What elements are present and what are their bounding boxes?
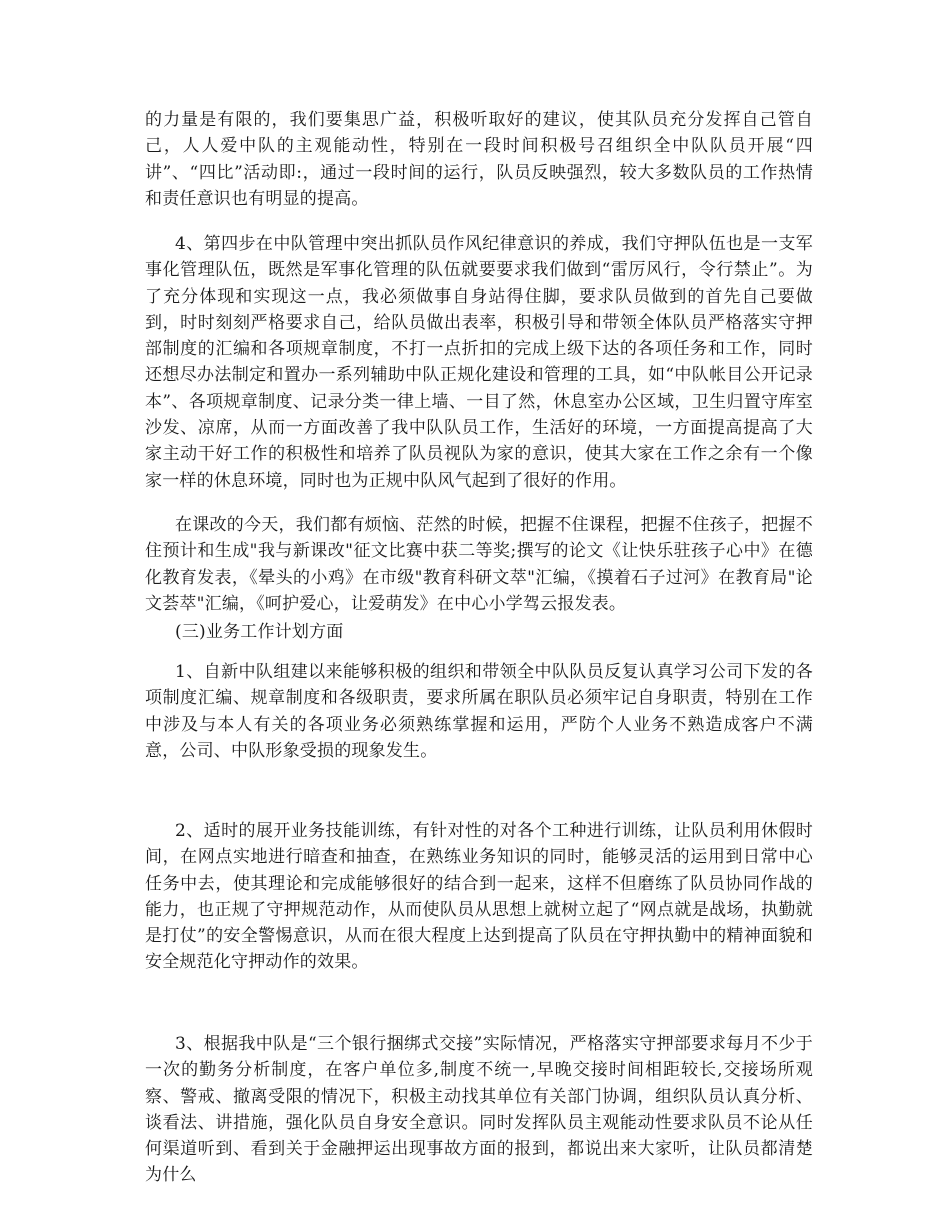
paragraph-1-continuation: 的力量是有限的，我们要集思广益，积极听取好的建议，使其队员充分发挥自己管自己，人人爱中队的主观能动性，特别在一段时间积极号召组织全中队队员开展“四讲”、“四比”活动即:，通过一段时间的运行，队员反映强烈，较大多数队员的工作热情和责任意识也有明显的提高。	[145, 110, 813, 209]
paragraph-item-3: 3、根据我中队是“三个银行捆绑式交接”实际情况，严格落实守押部要求每月不少于一次的勤务分析制度，在客户单位多,制度不统一,早晚交接时间相距较长,交接场所观察、警戒、撤离受限的情况下，积极主动找其单位有关部门协调，组织队员认真分析、谈看法、讲措施，强化队员自身安全意识。同时发挥队员主观能动性要求队员不论从任何渠道听到、看到关于金融押运出现事故方面的报到，都说出来大家听，让队员都清楚为什么	[145, 1034, 813, 1186]
section-heading-business-plan: (三)业务工作计划方面	[175, 622, 344, 642]
paragraph-item-2: 2、适时的展开业务技能训练，有针对性的对各个工种进行训练，让队员利用休假时间，在网点实地进行暗查和抽查，在熟练业务知识的同时，能够灵活的运用到日常中心任务中去，使其理论和完成能够很好的结合到一起来，这样不但磨练了队员协同作战的能力，也正规了守押规范动作，从而使队员从思想上就树立起了“网点就是战场，执勤就是打仗”的安全警惕意识，从而在很大程度上达到提高了队员在守押执勤中的精神面貌和安全规范化守押动作的效果。	[145, 821, 813, 973]
paragraph-item-1: 1、自新中队组建以来能够积极的组织和带领全中队队员反复认真学习公司下发的各项制度汇编、规章制度和各级职责，要求所属在职队员必须牢记自身职责，特别在工作中涉及与本人有关的各项业务必须熟练掌握和运用，严防个人业务不熟造成客户不满意，公司、中队形象受损的现象发生。	[145, 662, 813, 761]
paragraph-step-4: 4、第四步在中队管理中突出抓队员作风纪律意识的养成，我们守押队伍也是一支军事化管理队伍，既然是军事化管理的队伍就要要求我们做到“雷厉风行，令行禁止”。为了充分体现和实现这一点，我必须做事自身站得住脚，要求队员做到的首先自己要做到，时时刻刻严格要求自己，给队员做出表率，积极引导和带领全体队员严格落实守押部制度的汇编和各项规章制度，不打一点折扣的完成上级下达的各项任务和工作，同时还想尽办法制定和置办一系列辅助中队正规化建设和管理的工具，如“中队帐目公开记录本”、各项规章制度、记录分类一律上墙、一目了然，休息室办公区域，卫生归置守库室沙发、凉席，从而一方面改善了我中队队员工作，生活好的环境，一方面提高提高了大家主动干好工作的积极性和培养了队员视队为家的意识，使其大家在工作之余有一个像家一样的休息环境，同时也为正规中队风气起到了很好的作用。	[145, 234, 813, 491]
paragraph-curriculum-reform: 在课改的今天，我们都有烦恼、茫然的时候，把握不住课程，把握不住孩子，把握不住预计和生成"我与新课改"征文比赛中获二等奖;撰写的论文《让快乐驻孩子心中》在德化教育发表，《晕头的小鸡》在市级"教育科研文萃"汇编，《摸着石子过河》在教育局"论文荟萃"汇编，《呵护爱心，让爱萌发》在中心小学驾云报发表。	[145, 515, 813, 614]
